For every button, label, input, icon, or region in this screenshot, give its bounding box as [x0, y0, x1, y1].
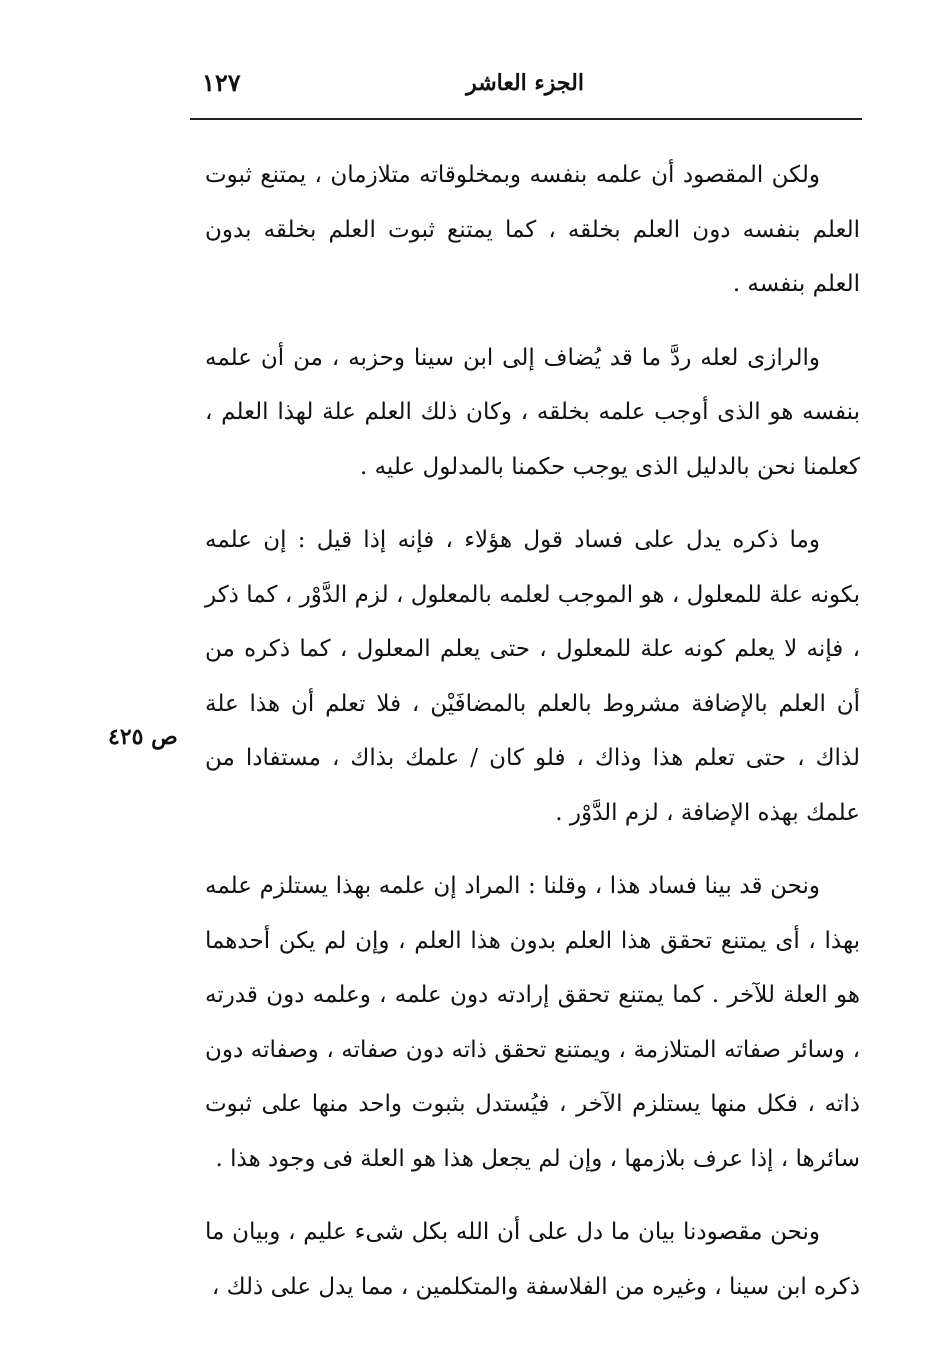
paragraph-5: ونحن مقصودنا بيان ما دل على أن الله بكل شىء عليم ، وبيان ما ذكره ابن سينا ، وغيره من الفلاسفة والمتكلمين ، مما يدل على ذلك ،	[205, 1219, 860, 1300]
paragraph-4: ونحن قد بينا فساد هذا ، وقلنا : المراد إن علمه بهذا يستلزم علمه بهذا ، أى يمتنع تحقق هذا العلم بدون هذا العلم ، وإن لم يكن أحدهما هو العلة للآخر . كما يمتنع تحقق إرادته دون علمه ، وعلمه دون قدرته ، وسائر صفاته المتلازمة ، ويمتنع تحقق ذاته دون صفاته ، وصفاته دون ذاته ، فكل منها يستلزم الآخر ، فيُستدل بثبوت واحد منها على ثبوت سائرها ، إذا عرف بلازمها ، وإن لم يجعل هذا هو العلة فى وجود هذا .	[205, 873, 860, 1172]
paragraph-2: والرازى لعله ردَّ ما قد يُضاف إلى ابن سينا وحزبه ، من أن علمه بنفسه هو الذى أوجب علمه بخلقه ، وكان ذلك العلم علة لهذا العلم ، كعلمنا نحن بالدليل الذى يوجب حكمنا بالمدلول عليه .	[205, 344, 861, 480]
running-header	[190, 62, 860, 108]
body-text	[205, 148, 860, 1314]
paragraph-3: وما ذكره يدل على فساد قول هؤلاء ، فإنه إذا قيل : إن علمه بكونه علة للمعلول ، هو الموجب لعلمه بالمعلول ، لزم الدَّوْر ، كما ذكر ، فإنه لا يعلم كونه علة للمعلول ، حتى يعلم المعلول ، كما ذكره من أن العلم بالإضافة مشروط بالعلم بالمضافَيْن ، فلا تعلم أن هذا علة لذاك ، حتى تعلم هذا وذاك ، فلو كان / علمك بذاك ، مستفادا من علمك بهذه الإضافة ، لزم الدَّوْر .	[205, 527, 860, 826]
header-rule	[190, 118, 862, 120]
margin-page-reference: ص ٤٢٥	[108, 724, 178, 750]
volume-title: الجزء العاشر	[466, 70, 584, 96]
page-number: ١٢٧	[202, 68, 241, 97]
paragraph-1: ولكن المقصود أن علمه بنفسه وبمخلوقاته متلازمان ، يمتنع ثبوت العلم بنفسه دون العلم بخلقه ، كما يمتنع ثبوت العلم بخلقه بدون العلم بنفسه .	[205, 162, 860, 297]
